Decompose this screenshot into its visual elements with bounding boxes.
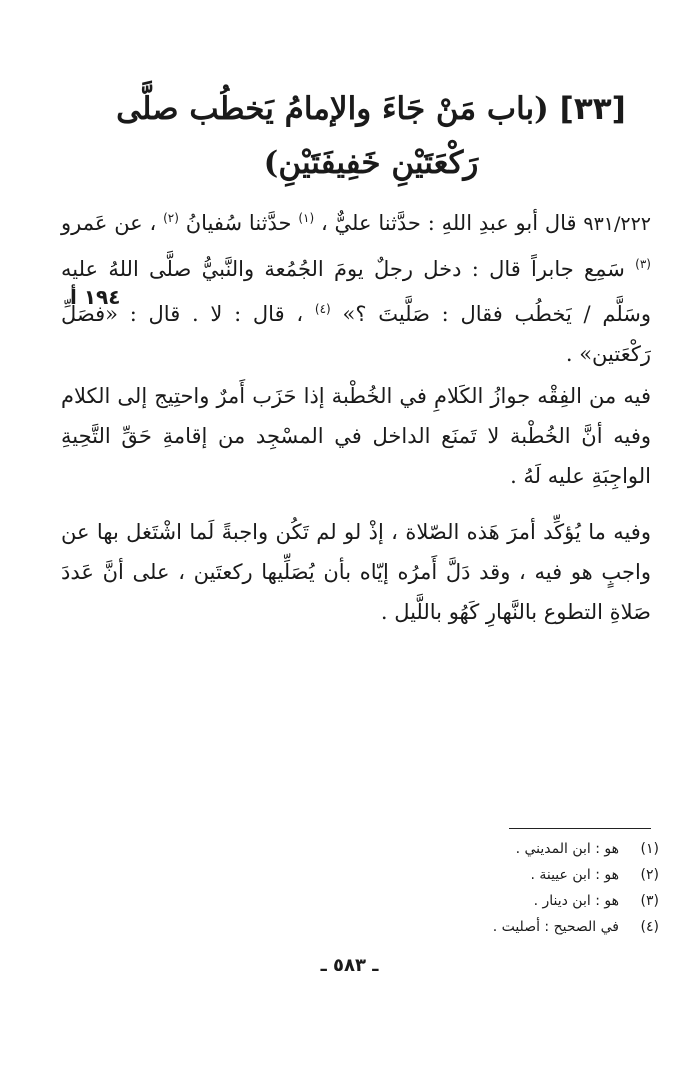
hadith-text-4: سَمِع جابراً قال : دخل رجلٌ يومَ الجُمُعة والنَّبيُّ صلَّى اللهُ عليه وسَلَّم / يَخطُب فقال : صَلَّيتَ ؟»	[61, 257, 652, 326]
footnote-text: هو : ابن المديني .	[515, 841, 619, 857]
footnote-number: (٢)	[640, 867, 659, 883]
hadith-paragraph	[61, 198, 651, 374]
hadith-text-5: ، قال : لا . قال : «فصَلِّ رَكْعَتين» .	[61, 302, 651, 366]
footnote-marker-2: (٢)	[163, 211, 179, 225]
footnote-number: (٣)	[640, 893, 659, 909]
footnote-marker-1: (١)	[298, 211, 315, 225]
manuscript-folio-reference: ١٩٤ أ	[70, 285, 121, 309]
footnote-text: هو : ابن عيينة .	[530, 867, 619, 883]
hadith-text-2: حدَّثنا سُفيانُ	[185, 211, 292, 235]
footnote-item	[419, 888, 659, 914]
hadith-text-3: ، عن عَمرو	[61, 211, 157, 235]
chapter-title: (باب مَنْ جَاءَ والإمامُ يَخطُب صلَّى رَكْعَتَيْنِ خَفِيفَتَيْنِ)	[116, 91, 549, 181]
footnote-marker-4: (٤)	[314, 302, 331, 316]
commentary-paragraph-1: فيه من الفِقْه جوازُ الكَلامِ في الخُطْبة إذا حَزَب أَمرٌ واحتِيج إلى الكلام وفيه أنَّ الخُطْبة لا تَمنَع الداخل في المسْجِد من إقامةِ حَقِّ التَّحِيةِ الواجِبَةِ عليه لَهُ .	[61, 384, 651, 488]
footnote-item	[419, 862, 659, 888]
footnote-item	[419, 836, 659, 862]
footnote-item	[419, 914, 659, 940]
footnote-number: (٤)	[640, 919, 659, 935]
chapter-heading	[91, 82, 651, 190]
footnotes	[419, 836, 659, 940]
commentary-paragraph-2: وفيه ما يُؤكِّد أمرَ هَذه الصّلاة ، إذْ لو لم تَكُن واجبةً لَما اشْتَغل بها عن واجبٍ هو فيه ، وقد دَلَّ أَمرُه إيّاه بأن يُصَلِّيها ركعتَين ، على أنَّ عَددَ صَلاةِ التطوع بالنَّهارِ كَهُو باللَّيل .	[61, 520, 651, 624]
footnote-marker-3: (٣)	[635, 257, 651, 271]
footnote-text: في الصحيح : أصليت .	[492, 919, 619, 935]
chapter-number: [٣٣]	[559, 91, 626, 127]
footnote-number: (١)	[640, 841, 659, 857]
hadith-number: ٩٣١/٢٢٢	[583, 213, 651, 235]
footnote-text: هو : ابن دينار .	[533, 893, 619, 909]
footnote-divider	[509, 828, 651, 829]
hadith-text-1: قال أبو عبدِ اللهِ : حدَّثنا عليٌّ ،	[320, 211, 577, 235]
page-number: ـ ٥٨٣ ـ	[320, 955, 379, 976]
